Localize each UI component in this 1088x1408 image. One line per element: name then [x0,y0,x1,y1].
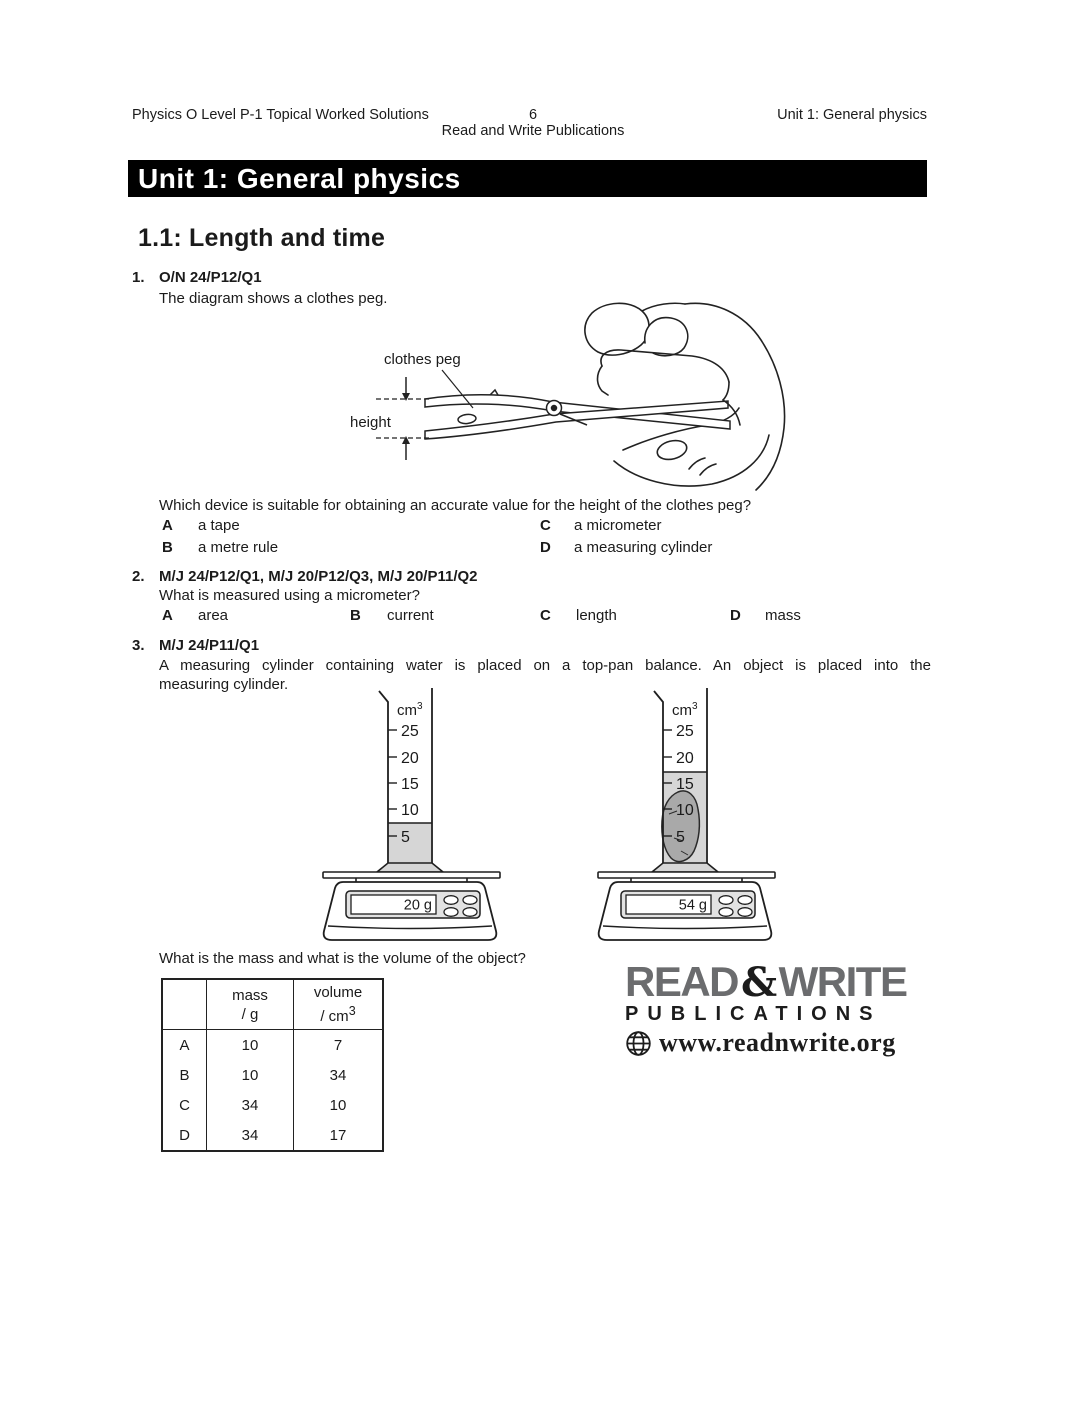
q3-number: 3. [132,637,145,654]
q1-option-c-letter: C [540,517,551,534]
logo-readwrite [625,958,930,1006]
q2-option-a-letter: A [162,607,173,624]
table-row: B 10 34 [162,1060,383,1090]
q2-number: 2. [132,568,145,585]
logo-url-row [625,1028,930,1058]
q3-ref: M/J 24/P11/Q1 [159,637,260,654]
q2-ref: M/J 24/P12/Q1, M/J 20/P12/Q3, M/J 20/P11/Q2 [159,568,478,585]
logo-ampersand: & [741,959,776,1006]
unit-banner [128,160,927,197]
q2-question: What is measured using a micrometer? [159,587,420,604]
logo-write: WRITE [778,958,907,1005]
q2-option-d-text: mass [765,607,801,624]
scale-label: 25 [401,723,419,740]
logo-publications: PUBLICATIONS [625,1003,882,1025]
publisher-logo [625,958,930,1058]
q1-option-a-text: a tape [198,517,240,534]
table-row: C 34 10 [162,1090,383,1120]
peg-drawing [425,390,730,439]
q3-question: What is the mass and what is the volume of the object? [159,950,526,967]
q2-option-c-text: length [576,607,617,624]
q1-option-b-letter: B [162,539,173,556]
clothes-peg-label: clothes peg [384,351,461,368]
balance-reading-right: 54 g [678,897,707,914]
header-center [383,107,683,139]
table-header-row [162,979,383,1030]
balance-reading-left: 20 g [403,897,432,914]
table-header-blank [162,979,207,1030]
scale-label: 20 [676,750,694,767]
q1-ref: O/N 24/P12/Q1 [159,269,262,286]
cylinder-base-flare-left [377,863,443,872]
header-right: Unit 1: General physics [777,107,927,123]
cylinder-balance-left [323,688,500,940]
scale-label: 5 [676,829,685,846]
q1-option-c-text: a micrometer [574,517,662,534]
q3-intro-line1: A measuring cylinder containing water is placed on a top-pan balance. An object is placed into the [159,657,931,674]
unit-label-right: $cm^3$ [672,701,698,719]
balance-platform-left [323,872,500,878]
logo-url: www.readnwrite.org [659,1028,896,1057]
table-row: D 34 17 [162,1120,383,1151]
scale-label: 15 [676,776,694,793]
scale-label: 20 [401,750,419,767]
logo-read: READ [625,958,739,1005]
q2-option-a-text: area [198,607,229,624]
unit-banner-title: Unit 1: General physics [138,162,461,194]
page-number: 6 [528,107,538,123]
unit-label-left: $cm^3$ [397,701,423,719]
q2-option-c-letter: C [540,607,551,624]
balance-platform-right [598,872,775,878]
section-title: 1.1: Length and time [138,224,386,252]
q1-number: 1. [132,269,145,286]
answer-table [161,978,384,1152]
globe-icon [625,1030,652,1057]
scale-ticks-left [388,730,397,836]
scale-label: 10 [401,802,419,819]
q3-intro-line2: measuring cylinder. [159,676,289,693]
q1-option-a-letter: A [162,517,173,534]
scale-label: 25 [676,723,694,740]
table-row: A 10 7 [162,1030,383,1061]
cylinder-balance-right [598,688,775,940]
q2-option-b-letter: B [350,607,361,624]
q1-option-d-letter: D [540,539,551,556]
water-left [389,823,431,863]
cylinder-base-flare-right [652,863,718,872]
measuring-cylinders-diagram [300,688,820,948]
q1-question: Which device is suitable for obtaining an accurate value for the height of the clothes peg? [159,497,752,514]
q2-option-d-letter: D [730,607,741,624]
table-header-volume: volume / $cm^3$ [294,979,384,1030]
header-publisher: Read and Write Publications [441,123,625,139]
scale-label: 5 [401,829,410,846]
q1-intro: The diagram shows a clothes peg. [159,290,388,307]
q1-option-d-text: a measuring cylinder [574,539,713,556]
q2-option-b-text: current [387,607,434,624]
table-header-mass: mass / g [207,979,294,1030]
scale-label: 10 [676,802,694,819]
q1-option-b-text: a metre rule [198,539,279,556]
header-left: Physics O Level P-1 Topical Worked Solutions [132,107,429,123]
height-label: height [350,414,391,431]
clothes-peg-diagram [340,298,790,494]
scale-label: 15 [401,776,419,793]
